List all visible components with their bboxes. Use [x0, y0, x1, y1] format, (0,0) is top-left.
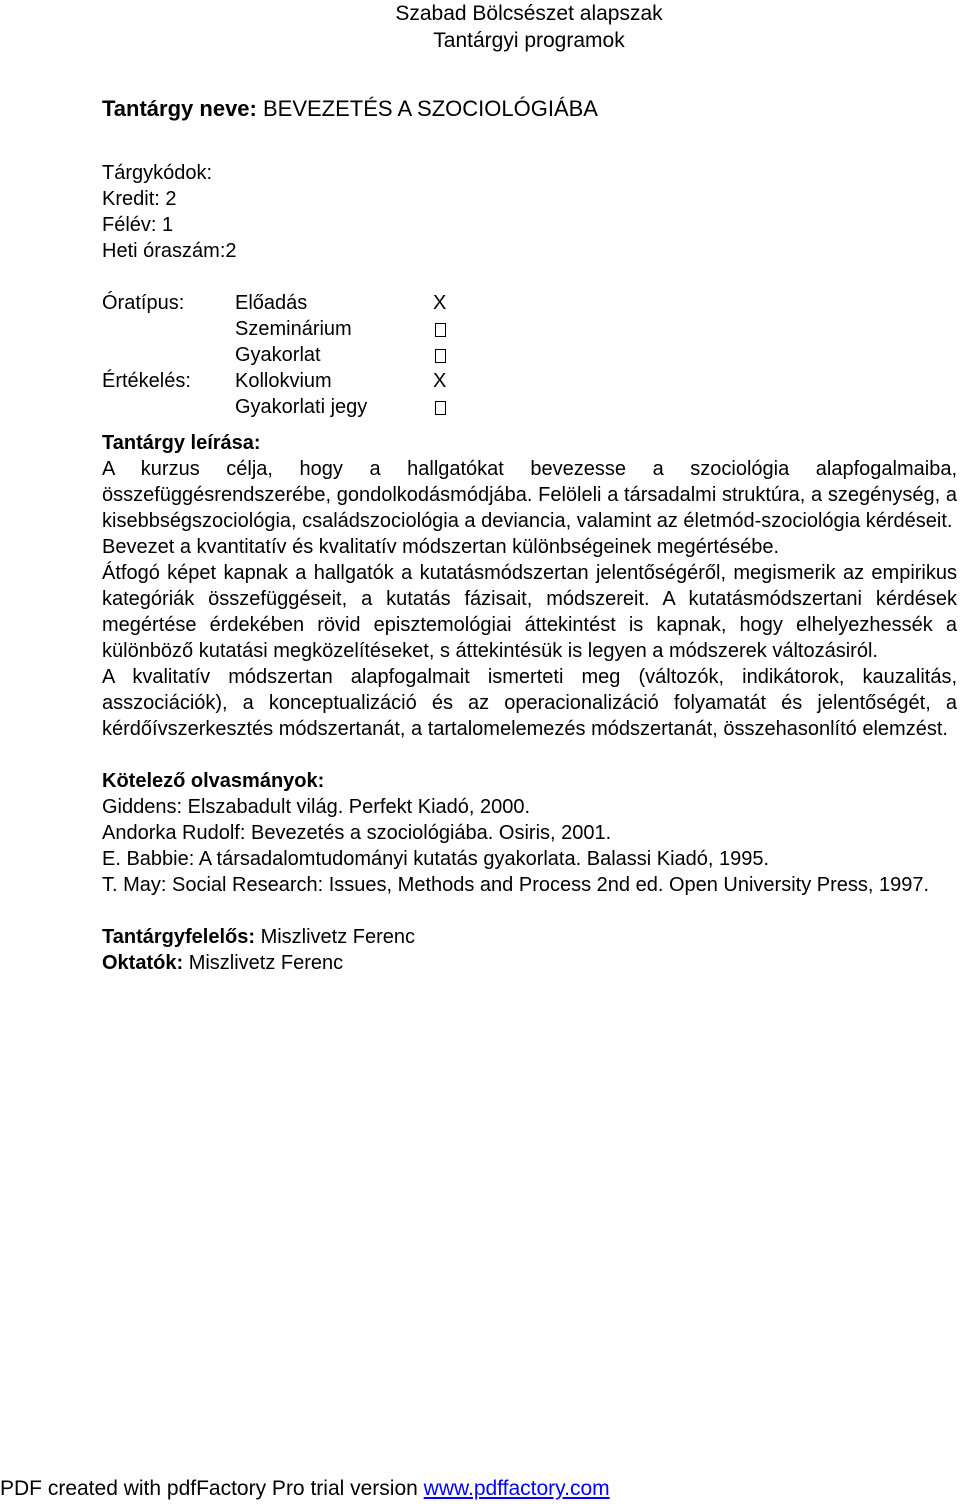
- document-body: [102, 94, 957, 976]
- readings-section: [102, 768, 957, 898]
- program-subtitle: Tantárgyi programok: [433, 29, 625, 52]
- subject-name: BEVEZETÉS A SZOCIOLÓGIÁBA: [262, 96, 598, 121]
- type-row-seminar: [102, 316, 957, 342]
- seminar-empty-checkbox: [435, 323, 446, 337]
- reading-item: E. Babbie: A társadalomtudományi kutatás gyakorlata. Balassi Kiadó, 1995.: [102, 848, 770, 870]
- practice-empty-checkbox: [435, 349, 446, 363]
- course-info: [102, 160, 957, 264]
- responsible-name: Miszlivetz Ferenc: [260, 926, 416, 948]
- footer-text: PDF created with pdfFactory Pro trial version: [0, 1477, 424, 1500]
- evaluation-label: Értékelés:: [102, 370, 191, 392]
- reading-item: Andorka Rudolf: Bevezetés a szociológiába. Osiris, 2001.: [102, 822, 612, 844]
- readings-title: Kötelező olvasmányok:: [102, 770, 325, 792]
- practical-grade-empty-checkbox: [435, 401, 446, 415]
- description-section: [102, 430, 957, 742]
- option-practical-grade: Gyakorlati jegy: [235, 396, 368, 418]
- course-code: Tárgykódok:: [102, 162, 213, 184]
- description-title: Tantárgy leírása:: [102, 432, 261, 454]
- type-row-practice: [102, 342, 957, 368]
- subject-label: Tantárgy neve:: [102, 96, 257, 121]
- course-credit: Kredit: 2: [102, 188, 177, 210]
- reading-item: T. May: Social Research: Issues, Methods and Process 2nd ed. Open University Press, 1997.: [102, 874, 930, 896]
- option-colloquium: Kollokvium: [235, 370, 332, 392]
- class-type-label: Óratípus:: [102, 292, 185, 314]
- type-row-practical-grade: [102, 394, 957, 420]
- lecture-checked-mark: X: [433, 292, 447, 314]
- type-table: [102, 290, 957, 420]
- description-paragraph: Átfogó képet kapnak a hallgatók a kutatásmódszertan jelentőségéről, megismerik az empirikus kategóriák összefüggéseit, a kutatás fázisait, módszereit. A kutatásmódszertani kérdések megértése érdekében rövid episztemológiai áttekintést is kapnak, hogy elhelyezhessék a különböző kutatási megközelítéseket, s áttekintésük is legyen a módszerek változásiról.: [102, 562, 957, 662]
- pdffactory-link[interactable]: www.pdffactory.com: [423, 1477, 610, 1500]
- course-semester: Félév: 1: [102, 214, 174, 236]
- option-seminar: Szeminárium: [235, 318, 352, 340]
- option-lecture: Előadás: [235, 292, 308, 314]
- page-header: [0, 0, 960, 54]
- description-paragraph: A kurzus célja, hogy a hallgatókat bevezesse a szociológia alapfogalmaiba, összefüggésrendszerébe, gondolkodásmódjába. Felöleli a társadalmi struktúra, a szegénység, a kisebbségszociológia, családszociológia a deviancia, valamint az életmód-szociológia kérdéseit.: [102, 458, 957, 532]
- colloquium-checked-mark: X: [433, 370, 447, 392]
- description-paragraph: Bevezet a kvantitatív és kvalitatív módszertan különbségeinek megértésébe.: [102, 536, 780, 558]
- responsible-label: Tantárgyfelelős:: [102, 926, 255, 948]
- teachers-name: Miszlivetz Ferenc: [188, 952, 344, 974]
- course-hours: Heti óraszám:2: [102, 240, 237, 262]
- program-title: Szabad Bölcsészet alapszak: [395, 2, 663, 25]
- option-practice: Gyakorlat: [235, 344, 321, 366]
- teachers-line: [102, 950, 957, 976]
- responsible-line: [102, 924, 957, 950]
- reading-item: Giddens: Elszabadult világ. Perfekt Kiadó, 2000.: [102, 796, 531, 818]
- type-row-colloquium: [102, 368, 957, 394]
- teachers-label: Oktatók:: [102, 952, 184, 974]
- type-row-lecture: [102, 290, 957, 316]
- subject-title: [102, 94, 957, 124]
- pdf-footer: [0, 1475, 610, 1503]
- description-paragraph: A kvalitatív módszertan alapfogalmait ismerteti meg (változók, indikátorok, kauzalitás, asszociációk), a konceptualizáció és az operacionalizáció folyamatát és jelentőségét, a kérdőívszerkesztés módszertanát, a tartalomelemezés módszertanát, összehasonlító elemzést.: [102, 666, 957, 740]
- staff-section: [102, 924, 957, 976]
